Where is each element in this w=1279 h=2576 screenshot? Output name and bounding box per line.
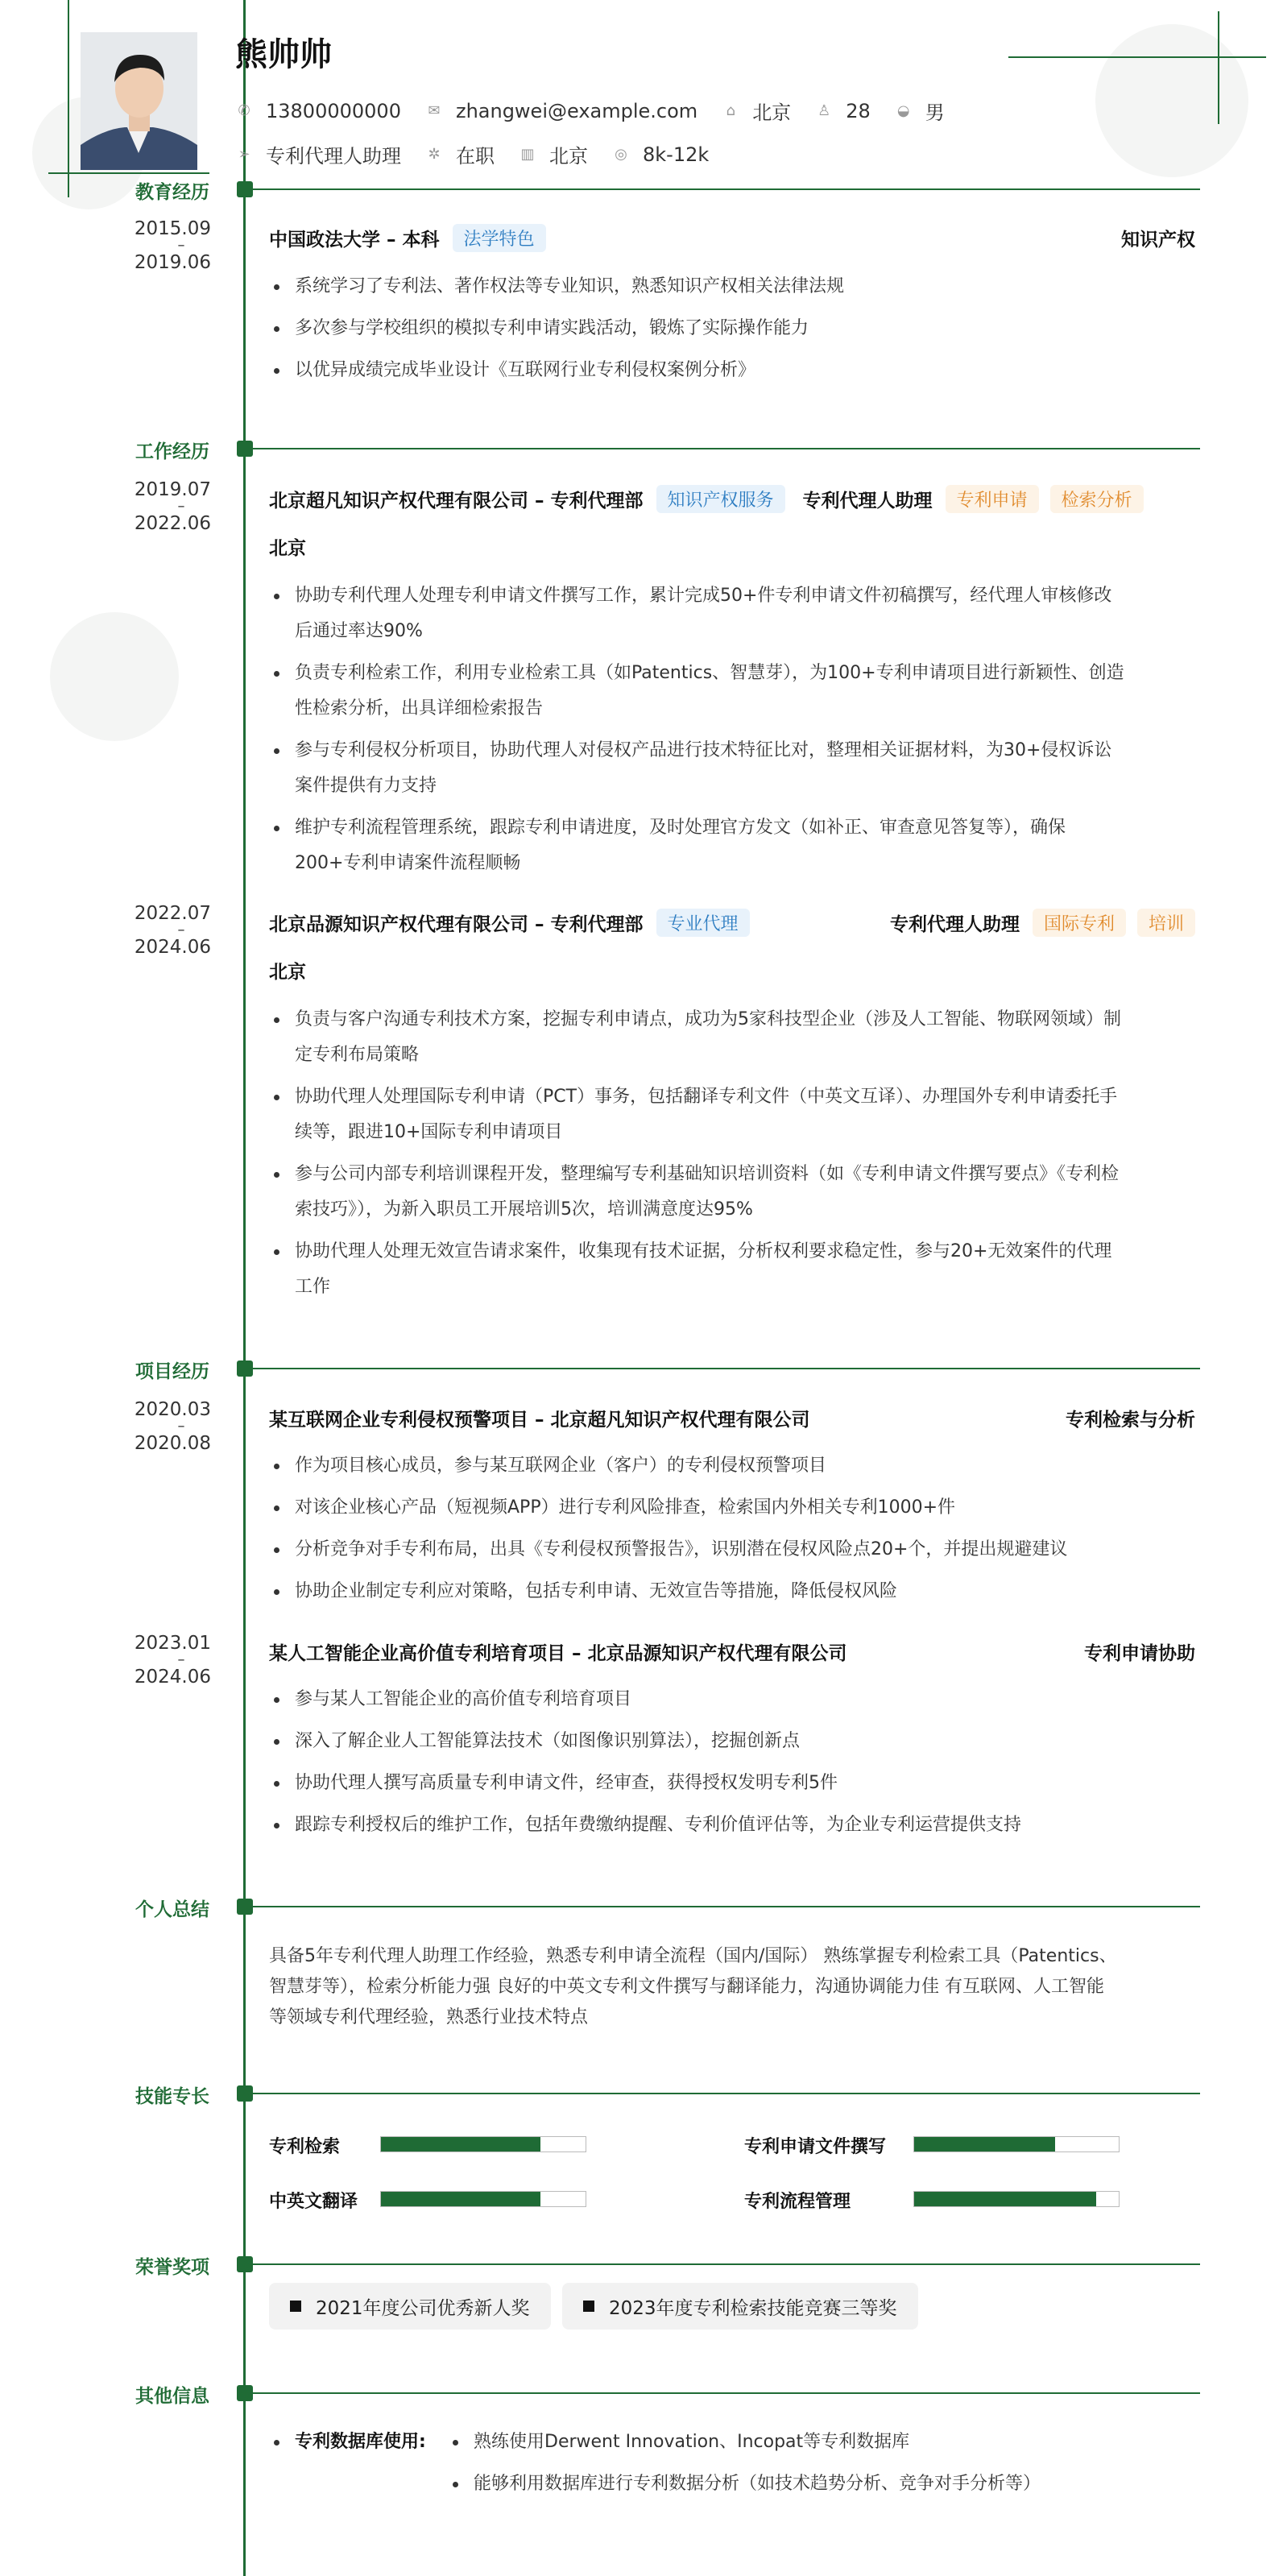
decor-line — [68, 0, 69, 197]
cake-icon: ♙ — [817, 101, 831, 119]
list-item: 负责专利检索工作，利用专业检索工具（如Patentics、智慧芽），为100+专利申请项目进行新颖性、创造 性检索分析，出具详细检索报告 — [269, 656, 1195, 727]
coin-icon: ◎ — [615, 145, 627, 163]
section-divider — [250, 1906, 1200, 1907]
skill-name: 中英文翻译 — [269, 2192, 358, 2212]
list-item: 协助企业制定专利应对策略，包括专利申请、无效宣告等措施，降低侵权风险 — [269, 1574, 1195, 1609]
list-item: 熟练使用Derwent Innovation、Incopat等专利数据库 — [448, 2425, 1173, 2460]
honor-badge: 2021年度公司优秀新人奖 — [269, 2283, 551, 2330]
gear-icon: ✲ — [428, 145, 441, 163]
salary: ◎ 8k-12k — [612, 143, 709, 166]
decor-circle — [1095, 24, 1248, 177]
list-item: 对该企业核心产品（短视频APP）进行专利风险排查，检索国内外相关专利1000+件 — [269, 1490, 1195, 1526]
project-bullets — [269, 1448, 1195, 1609]
section-title-skills: 技能专长 — [135, 2086, 209, 2107]
list-item: 维护专利流程管理系统，跟踪专利申请进度，及时处理官方发文（如补正、审查意见答复等），确保 200+专利申请案件流程顺畅 — [269, 810, 1195, 881]
project-role: 专利检索与分析 — [1066, 1410, 1195, 1431]
skill-bar — [913, 2191, 1120, 2207]
list-item: 参与专利侵权分析项目，协助代理人对侵权产品进行技术特征比对，整理相关证据材料，为30+侵权诉讼 案件提供有力支持 — [269, 733, 1195, 804]
city: ⌂ 北京 — [722, 97, 791, 125]
school-name: 中国政法大学 – 本科 — [269, 230, 440, 251]
skill-bar — [380, 2191, 586, 2207]
work-header — [269, 485, 1195, 513]
section-divider — [250, 1368, 1200, 1369]
building-icon: ▥ — [520, 145, 535, 163]
mail-icon: ✉ — [428, 101, 441, 119]
skill-tag: 专利申请 — [946, 485, 1039, 513]
skill-name: 专利申请文件撰写 — [744, 2137, 887, 2157]
list-item: 能够利用数据库进行专利数据分析（如技术趋势分析、竞争对手分析等） — [448, 2466, 1173, 2502]
job-role: 专利代理人助理 — [802, 491, 933, 511]
list-item: 作为项目核心成员，参与某互联网企业（客户）的专利侵权预警项目 — [269, 1448, 1195, 1484]
list-item: 负责与客户沟通专利技术方案，挖掘专利申请点，成功为5家科技型企业（涉及人工智能、物联网领域）制 定专利布局策略 — [269, 1002, 1195, 1073]
section-title-education: 教育经历 — [135, 182, 209, 203]
list-item: 参与公司内部专利培训课程开发，整理编写专利基础知识培训资料（如《专利申请文件撰写要点》《专利检 索技巧》），为新入职员工开展培训5次，培训满意度达95% — [269, 1157, 1195, 1228]
education-bullets — [269, 269, 1195, 388]
list-item: 协助代理人撰写高质量专利申请文件，经审查，获得授权发明专利5件 — [269, 1766, 1195, 1801]
list-item: 协助专利代理人处理专利申请文件撰写工作，累计完成50+件专利申请文件初稿撰写，经代理人审核修改 后通过率达90% — [269, 578, 1195, 649]
email: ✉ zhangwei@example.com — [425, 100, 697, 122]
other-items — [448, 2425, 1173, 2502]
section-title-work: 工作经历 — [135, 441, 209, 462]
section-title-other: 其他信息 — [135, 2386, 209, 2407]
list-item: 系统学习了专利法、著作权法等专业知识，熟悉知识产权相关法律法规 — [269, 269, 1195, 304]
phone-icon: ✆ — [238, 101, 250, 119]
education-header — [269, 224, 1195, 252]
skill-fill — [914, 2192, 1096, 2206]
skill-fill — [381, 2137, 540, 2151]
work-date: 2019.07 – 2022.06 — [134, 479, 211, 534]
decor-line — [1218, 11, 1219, 124]
decor-line — [1008, 56, 1266, 58]
project-bullets — [269, 1682, 1195, 1843]
job-intent-row — [235, 140, 733, 168]
job-role: 专利代理人助理 — [889, 914, 1020, 935]
summary-text: 具备5年专利代理人助理工作经验，熟悉专利申请全流程（国内/国际） 熟练掌握专利检索工具（Patentics、 智慧芽等），检索分析能力强 良好的中英文专利文件撰写与翻译能力，沟通协调能力佳 有互联网、人工智能 等领域专利代理经验，熟悉行业技术特点 — [269, 1946, 1117, 2027]
avatar — [81, 32, 197, 170]
work-bullets — [269, 1002, 1195, 1305]
person-name: 熊帅帅 — [235, 36, 332, 73]
job-status: ✲ 在职 — [425, 140, 495, 168]
work-header — [269, 909, 1195, 937]
section-divider — [250, 2093, 1200, 2094]
skill-bar — [380, 2136, 586, 2152]
list-item: 协助代理人处理无效宣告请求案件，收集现有技术证据，分析权利要求稳定性，参与20+无效案件的代理 工作 — [269, 1234, 1195, 1305]
list-item: 分析竞争对手专利布局，出具《专利侵权预警报告》，识别潜在侵权风险点20+个，并提出规避建议 — [269, 1532, 1195, 1568]
contact-row — [235, 97, 969, 125]
work-city: 北京 — [269, 538, 306, 559]
section-divider — [250, 448, 1200, 449]
gender: ◒ 男 — [895, 97, 945, 125]
square-bullet-icon — [583, 2301, 594, 2312]
skill-bar — [913, 2136, 1120, 2152]
work-date: 2022.07 – 2024.06 — [134, 903, 211, 958]
major: 知识产权 — [1121, 230, 1195, 251]
honor-badge: 2023年度专利检索技能竞赛三等奖 — [562, 2283, 918, 2330]
education-date: 2015.09 – 2019.06 — [134, 218, 211, 273]
list-item: 多次参与学校组织的模拟专利申请实践活动，锻炼了实际操作能力 — [269, 311, 1195, 346]
section-divider — [250, 188, 1200, 190]
timeline-line — [243, 0, 246, 2576]
decor-line — [48, 172, 209, 174]
project-date: 2020.03 – 2020.08 — [134, 1399, 211, 1454]
list-item: 参与某人工智能企业的高价值专利培育项目 — [269, 1682, 1195, 1717]
work-bullets — [269, 578, 1195, 881]
skill-tag: 培训 — [1137, 909, 1195, 937]
decor-circle — [50, 612, 179, 741]
list-item: 协助代理人处理国际专利申请（PCT）事务，包括翻译专利文件（中英文互译）、办理国外专利申请委托手 续等，跟进10+国际专利申请项目 — [269, 1079, 1195, 1150]
phone: ✆ 13800000000 — [235, 100, 401, 122]
list-item: 以优异成绩完成毕业设计《互联网行业专利侵权案例分析》 — [269, 353, 1195, 388]
gender-icon: ◒ — [896, 101, 910, 119]
project-title: 某互联网企业专利侵权预警项目 – 北京超凡知识产权代理有限公司 — [269, 1410, 810, 1431]
list-item: 跟踪专利授权后的维护工作，包括年费缴纳提醒、专利价值评估等，为企业专利运营提供支持 — [269, 1808, 1195, 1843]
project-header — [269, 1638, 1195, 1665]
work-city: 北京 — [269, 962, 306, 983]
company-tag: 知识产权服务 — [656, 485, 785, 513]
target-position: ➢ 专利代理人助理 — [235, 140, 401, 168]
project-header — [269, 1405, 1195, 1431]
skill-name: 专利流程管理 — [744, 2192, 851, 2212]
section-divider — [250, 2263, 1200, 2265]
company-name: 北京品源知识产权代理有限公司 – 专利代理部 — [269, 914, 644, 935]
project-title: 某人工智能企业高价值专利培育项目 – 北京品源知识产权代理有限公司 — [269, 1643, 847, 1664]
section-title-honors: 荣誉奖项 — [135, 2257, 209, 2278]
send-icon: ➢ — [238, 145, 250, 163]
section-title-summary: 个人总结 — [135, 1899, 209, 1920]
other-label: 专利数据库使用: — [269, 2425, 511, 2460]
skill-fill — [914, 2137, 1055, 2151]
skill-fill — [381, 2192, 540, 2206]
skill-tag: 国际专利 — [1033, 909, 1126, 937]
list-item: 深入了解企业人工智能算法技术（如图像识别算法），挖掘创新点 — [269, 1724, 1195, 1759]
square-bullet-icon — [290, 2301, 301, 2312]
project-date: 2023.01 – 2024.06 — [134, 1633, 211, 1688]
education-tag: 法学特色 — [453, 224, 546, 252]
age: ♙ 28 — [815, 100, 871, 122]
project-role: 专利申请协助 — [1084, 1643, 1195, 1664]
target-city: ▥ 北京 — [519, 140, 588, 168]
section-title-project: 项目经历 — [135, 1361, 209, 1382]
skill-name: 专利检索 — [269, 2137, 341, 2157]
company-name: 北京超凡知识产权代理有限公司 – 专利代理部 — [269, 491, 644, 511]
section-divider — [250, 2392, 1200, 2394]
home-icon: ⌂ — [726, 101, 735, 119]
skill-tag: 检索分析 — [1050, 485, 1144, 513]
company-tag: 专业代理 — [656, 909, 750, 937]
